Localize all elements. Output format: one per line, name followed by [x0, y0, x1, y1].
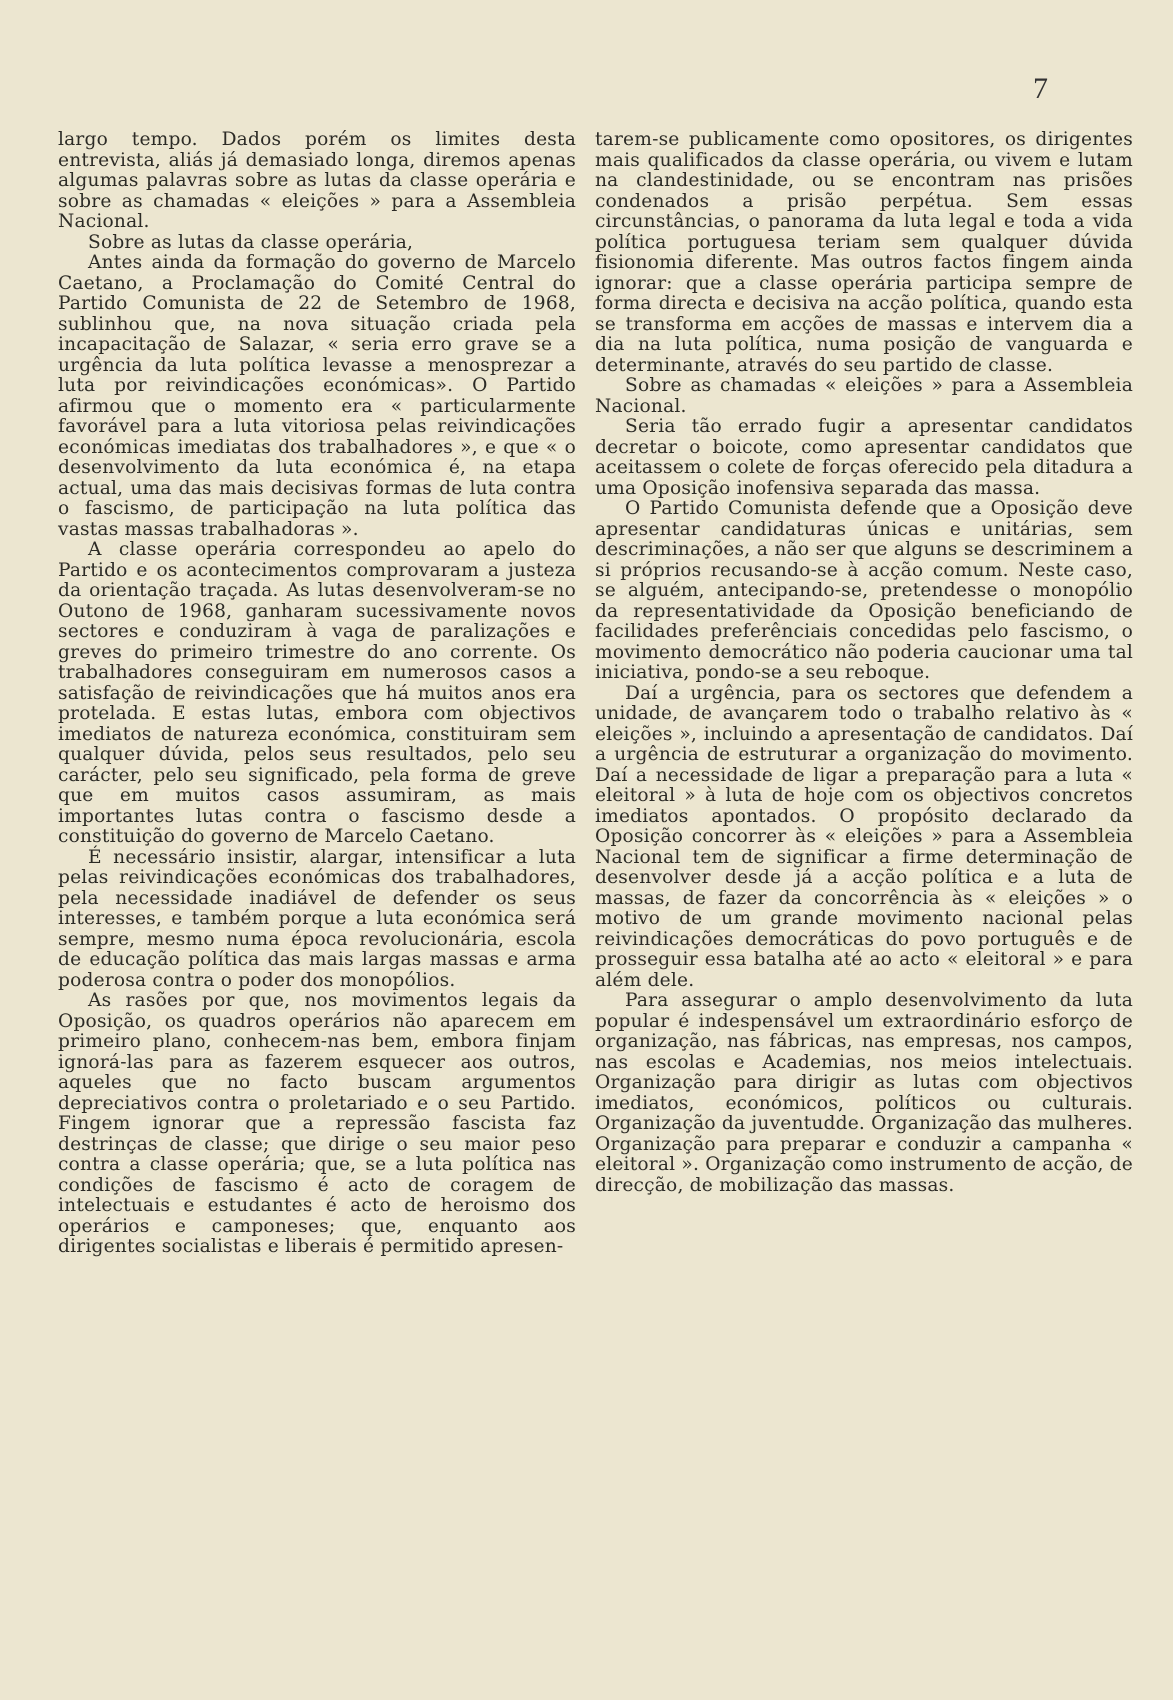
paragraph: É necessário insistir, alargar, intensificar a luta pelas reivindicações económicas dos trabalhadores, pela necessidade inadiável de defender os seus interesses, e também porque a luta económica será sempre, mesmo numa época revolucionária, escola de educação política das mais largas massas e arma poderosa contra o poder dos monopólios.	[58, 846, 576, 991]
paragraph: Antes ainda da formação do governo de Marcelo Caetano, a Proclamação do Comité Central do Partido Comunista de 22 de Setembro de 1968, sublinhou que, na nova situação criada pela incapacitação de Salazar, « seria erro grave se a urgência da luta política levasse a menosprezar a luta por reivindicações económicas». O Partido afirmou que o momento era « particularmente favorável para a luta vitoriosa pelas reivindicações económicas imediatas dos trabalhadores », e que « o desenvolvimento da luta económica é, na etapa actual, uma das mais decisivas formas de luta contra o fascismo, de participação na luta política das vastas massas trabalhadoras ».	[58, 252, 576, 540]
section-heading: Sobre as chamadas « eleições » para a Assembleia Nacional.	[595, 375, 1133, 417]
paragraph: Daí a urgência, para os sectores que defendem a unidade, de avançarem todo o trabalho relativo às « eleições », incluindo a apresentação de candidatos. Daí a urgência de estruturar a organização do movimento. Daí a necessidade de ligar a preparação para a luta « eleitoral » à luta de hoje com os objectivos concretos imediatos apontados. O propósito declarado da Oposição concorrer às « eleições » para a Assembleia Nacional tem de significar a firme determinação de desenvolver desde já a acção política e a luta de massas, de fazer da concorrência às « eleições » o motivo de um grande movimento nacional pelas reivindicações democráticas do povo português e de prosseguir essa batalha até ao acto « eleitoral » e para além dele.	[595, 682, 1133, 991]
paragraph: A classe operária correspondeu ao apelo do Partido e os acontecimentos comprovaram a justeza da orientação traçada. As lutas desenvolveram-se no Outono de 1968, ganharam sucessivamente novos sectores e conduziram à vaga de paralizações e greves do primeiro trimestre do ano corrente. Os trabalhadores conseguiram em numerosos casos a satisfação de reivindicações que há muitos anos era protelada. E estas lutas, embora com objectivos imediatos de natureza económica, constituiram sem qualquer dúvida, pelos seus resultados, pelo seu carácter, pelo seu significado, pela forma de greve que em muitos casos assumiram, as mais importantes lutas contra o fascismo desde a constituição do governo de Marcelo Caetano.	[58, 539, 576, 847]
paragraph: Para assegurar o amplo desenvolvimento da luta popular é indespensável um extraordinário esforço de organização, nas fábricas, nas empresas, nos campos, nas escolas e Academias, nos meios intelectuais. Organização para dirigir as lutas com objectivos imediatos, económicos, políticos ou culturais. Organização da juventudde. Organização das mulheres. Organização para preparar e conduzir a campanha « eleitoral ». Organização como instrumento de acção, de direcção, de mobilização das massas.	[595, 990, 1133, 1196]
paragraph: largo tempo. Dados porém os limites desta entrevista, aliás já demasiado longa, diremos apenas algumas palavras sobre as lutas da classe operária e sobre as chamadas « eleições » para a Assembleia Nacional.	[58, 129, 576, 232]
paragraph: tarem-se publicamente como opositores, os dirigentes mais qualificados da classe operária, ou vivem e lutam na clandestinidade, ou se encontram nas prisões condenados a prisão perpétua. Sem essas circunstâncias, o panorama da luta legal e toda a vida política portuguesa teriam sem qualquer dúvida fisionomia diferente. Mas outros factos fingem ainda ignorar: que a classe operária participa sempre de forma directa e decisiva na acção política, quando esta se transforma em acções de massas e intervem dia a dia na luta política, numa posição de vanguarda e determinante, através do seu partido de classe.	[595, 129, 1133, 376]
paragraph: As rasões por que, nos movimentos legais da Oposição, os quadros operários não aparecem em primeiro plano, conhecem-nas bem, embora finjam ignorá-las para as fazerem esquecer aos outros, aqueles que no facto buscam argumentos depreciativos contra o proletariado e o seu Partido. Fingem ignorar que a repressão fascista faz destrinças de classe; que dirige o seu maior peso contra a classe operária; que, se a luta política nas condições de fascismo é acto de coragem de intelectuais e estudantes é acto de heroismo dos operários e camponeses; que, enquanto aos dirigentes socialistas e liberais é permitido apresen-	[58, 990, 576, 1257]
paragraph: Seria tão errado fugir a apresentar candidatos decretar o boicote, como apresentar candidatos que aceitassem o colete de forças oferecido pela ditadura a uma Oposição inofensiva separada das massa.	[595, 416, 1133, 499]
text-column-right	[595, 130, 1133, 1196]
paragraph: O Partido Comunista defende que a Oposição deve apresentar candidaturas únicas e unitárias, sem descriminações, a não ser que alguns se descriminem a si próprios recusando-se à acção comum. Neste caso, se alguém, antecipando-se, pretendesse o monopólio da representatividade da Oposição beneficiando de facilidades preferênciais concedidas pelo fascismo, o movimento democrático não poderia caucionar uma tal iniciativa, pondo-se a seu reboque.	[595, 498, 1133, 683]
page-number: 7	[1033, 72, 1048, 105]
section-heading: Sobre as lutas da classe operária,	[88, 231, 414, 253]
text-column-left	[58, 130, 576, 1258]
